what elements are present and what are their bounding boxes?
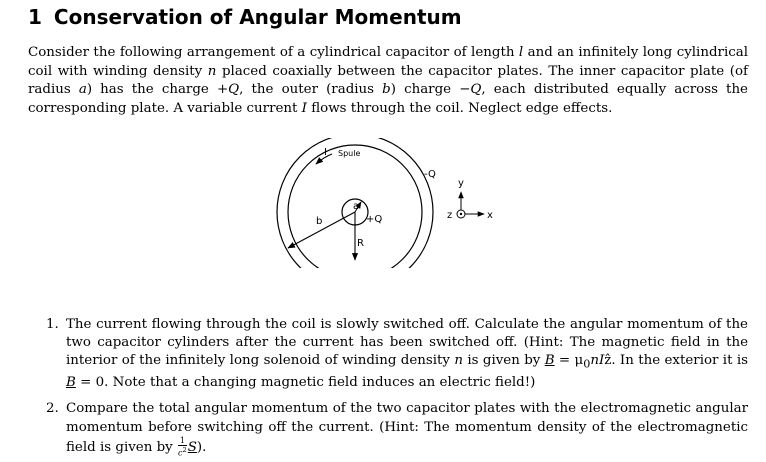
radius-a-label: a (353, 201, 360, 212)
list-item: 1. The current flowing through the coil is slowly switched off. Calculate the angular momentum of the two capacitor cylinders after the current has been switched off. (Hint: The magnetic field in the interior of the infinitely long solenoid of winding density n is given by $B = \mu_0nIẑ$. In the exterior it is B = 0. Note that a changing magnetic field induces an electric field!) (46, 317, 748, 391)
intro-paragraph: Consider the following arrangement of a cylindrical capacitor of length l and an infinitely long cylindrical coil with winding density n placed coaxially between the capacitor plates. The inner capacitor plate (of radius a) has the charge +Q, the outer (radius b) charge −Q, each distributed equally across the corresponding plate. A variable current I flows through the coil. Neglect edge effects. (28, 45, 748, 116)
radius-R-label: R (357, 238, 364, 249)
question-list (28, 316, 748, 458)
item-marker: 2. (46, 401, 59, 417)
radius-b-label: b (316, 216, 323, 227)
y-axis-label: y (458, 178, 464, 189)
inner-charge-label: +Q (366, 214, 383, 225)
outer-charge-label: -Q (424, 169, 436, 180)
item-marker: 1. (46, 317, 59, 332)
x-axis-label: x (487, 210, 493, 221)
capacitor-coil-figure (260, 138, 510, 268)
current-label: I (324, 147, 327, 158)
z-axis-label: z (447, 210, 453, 221)
section-number: 1 (28, 5, 42, 29)
section-title (28, 5, 462, 29)
fraction: $\frac{1}{c^2}$ (178, 435, 187, 458)
coil-label: Spule (338, 149, 361, 158)
section-title-text: Conservation of Angular Momentum (53, 5, 462, 29)
list-item: 2. Compare the total angular momentum of the two capacitor plates with the electromagnetic angular momentum before switching off the current. (Hint: The momentum density of the electromagnetic field is given by $\frac{1}{c^2}$ S). (46, 401, 748, 458)
z-axis-center (460, 213, 462, 215)
